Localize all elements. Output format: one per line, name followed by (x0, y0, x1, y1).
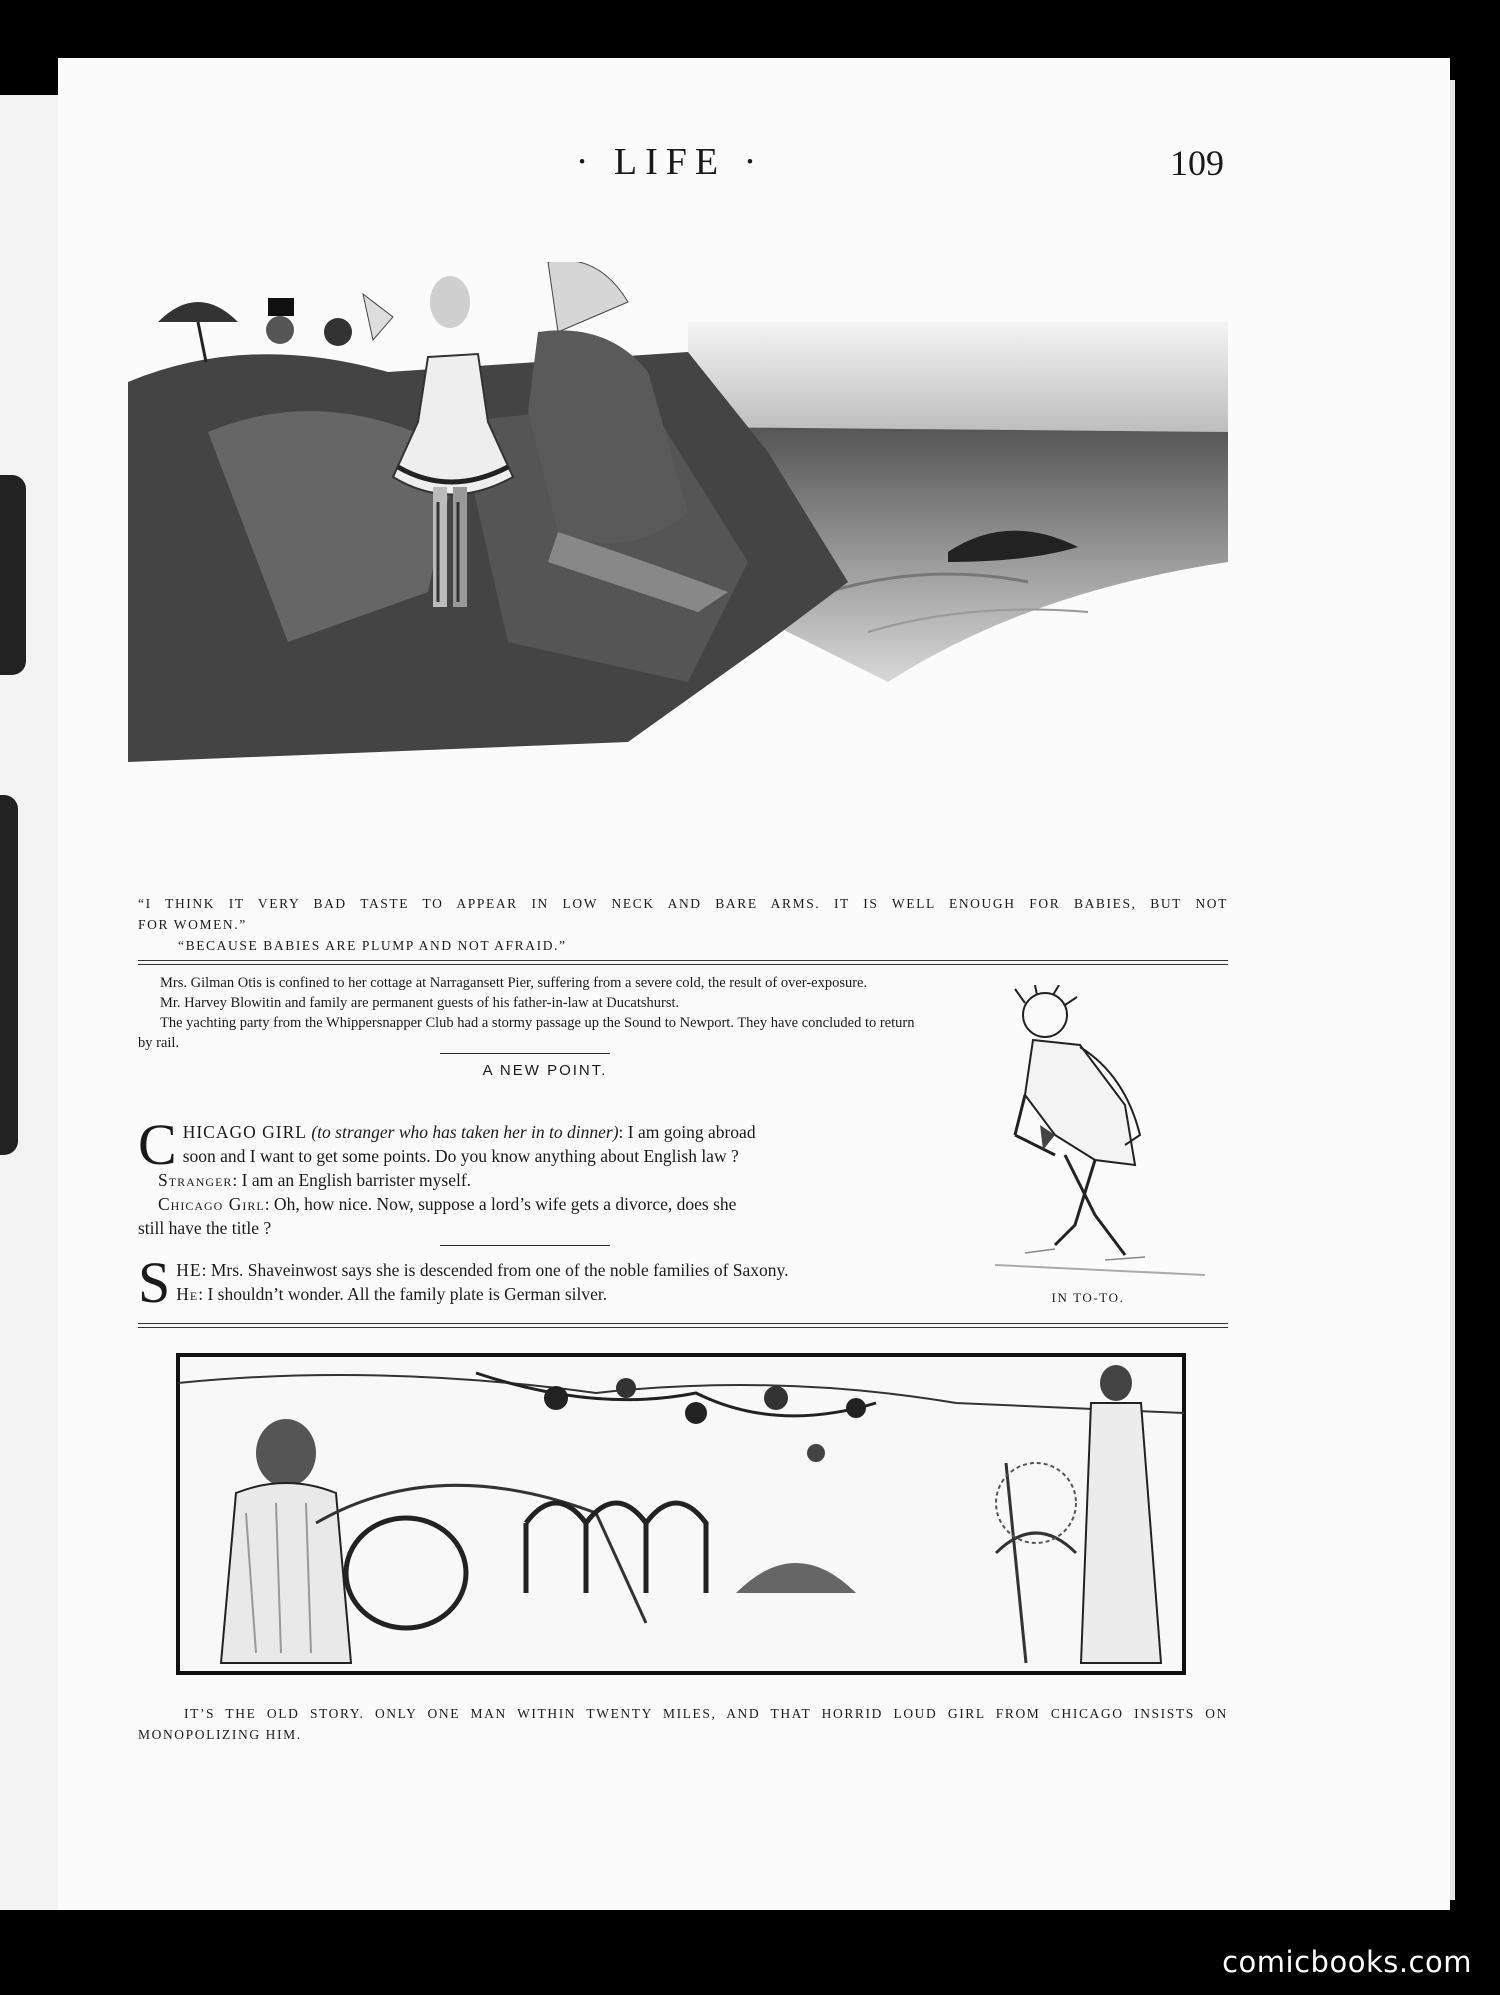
top-caption-line3: “BECAUSE BABIES ARE PLUMP AND NOT AFRAID.” (178, 938, 567, 953)
speaker-chicago-girl-2: Chicago Girl (158, 1194, 265, 1214)
speaker-chicago-girl: HICAGO GIRL (182, 1122, 307, 1142)
speaker-stranger: Stranger (158, 1170, 233, 1190)
new-point-dialog (138, 1112, 923, 1240)
section-divider-top (138, 960, 1228, 965)
speaker-she: HE (176, 1260, 202, 1280)
bottom-caption-line2: MONOPOLIZING HIM. (138, 1727, 302, 1742)
he-line: : I shouldn’t wonder. All the family plate is German silver. (198, 1284, 608, 1304)
dialog-line3: : I am an English barrister myself. (232, 1170, 472, 1190)
bottom-caption-line1: IT’S THE OLD STORY. ONLY ONE MAN WITHIN TWENTY MILES, AND THAT HORRID LOUD GIRL FROM CHICAGO INSISTS ON (184, 1706, 1228, 1721)
note-otis: Mrs. Gilman Otis is confined to her cottage at Narragansett Pier, suffering from a severe cold, the result of over-exposure. (160, 975, 868, 991)
section-divider-bottom (138, 1323, 1228, 1328)
short-divider-2 (440, 1245, 610, 1246)
bottom-caption (138, 1703, 1228, 1745)
drop-cap-s: S (138, 1250, 171, 1315)
a-new-point-headline: A NEW POINT. (482, 1062, 608, 1079)
short-divider-1 (440, 1053, 610, 1054)
magazine-title: · LIFE · (575, 141, 765, 183)
she-he-dialog (138, 1250, 923, 1315)
speaker-he: He (176, 1284, 199, 1304)
dialog-line4: : Oh, how nice. Now, suppose a lord’s wife gets a divorce, does she (264, 1194, 737, 1214)
top-caption-line1: “I THINK IT VERY BAD TASTE TO APPEAR IN LOW NECK AND BARE ARMS. IT IS WELL ENOUGH FOR BABIES, BUT NOT (138, 896, 1228, 911)
left-page-figure (0, 475, 26, 675)
top-caption-line2: FOR WOMEN.” (138, 917, 247, 932)
left-facing-page (0, 95, 62, 1910)
side-caption: IN TO-TO. (1051, 1290, 1125, 1305)
left-page-figure-lower (0, 795, 18, 1155)
she-line: : Mrs. Shaveinwost says she is descended from one of the noble families of Saxony. (201, 1260, 789, 1280)
dialog-line1: : I am going abroad (618, 1122, 756, 1142)
top-caption (138, 893, 1228, 956)
dialog-line5: still have the title ? (138, 1218, 272, 1238)
drop-cap-c: C (138, 1112, 177, 1177)
stage-direction: (to stranger who has taken her in to dinner) (311, 1122, 619, 1142)
site-watermark: comicbooks.com (1222, 1945, 1472, 1979)
beach-illustration (128, 262, 1228, 762)
dialog-line2: soon and I want to get some points. Do you know anything about English law ? (182, 1146, 739, 1166)
garden-illustration (176, 1353, 1186, 1675)
page-number: 109 (1170, 143, 1224, 183)
running-man-illustration (985, 985, 1215, 1285)
note-blowitin: Mr. Harvey Blowitin and family are permanent guests of his father-in-law at Ducatshurst. (160, 995, 680, 1011)
society-notes (138, 973, 923, 1053)
note-yachting: The yachting party from the Whippersnapper Club had a stormy passage up the Sound to Newport. They have concluded to return by rail. (138, 1015, 915, 1051)
